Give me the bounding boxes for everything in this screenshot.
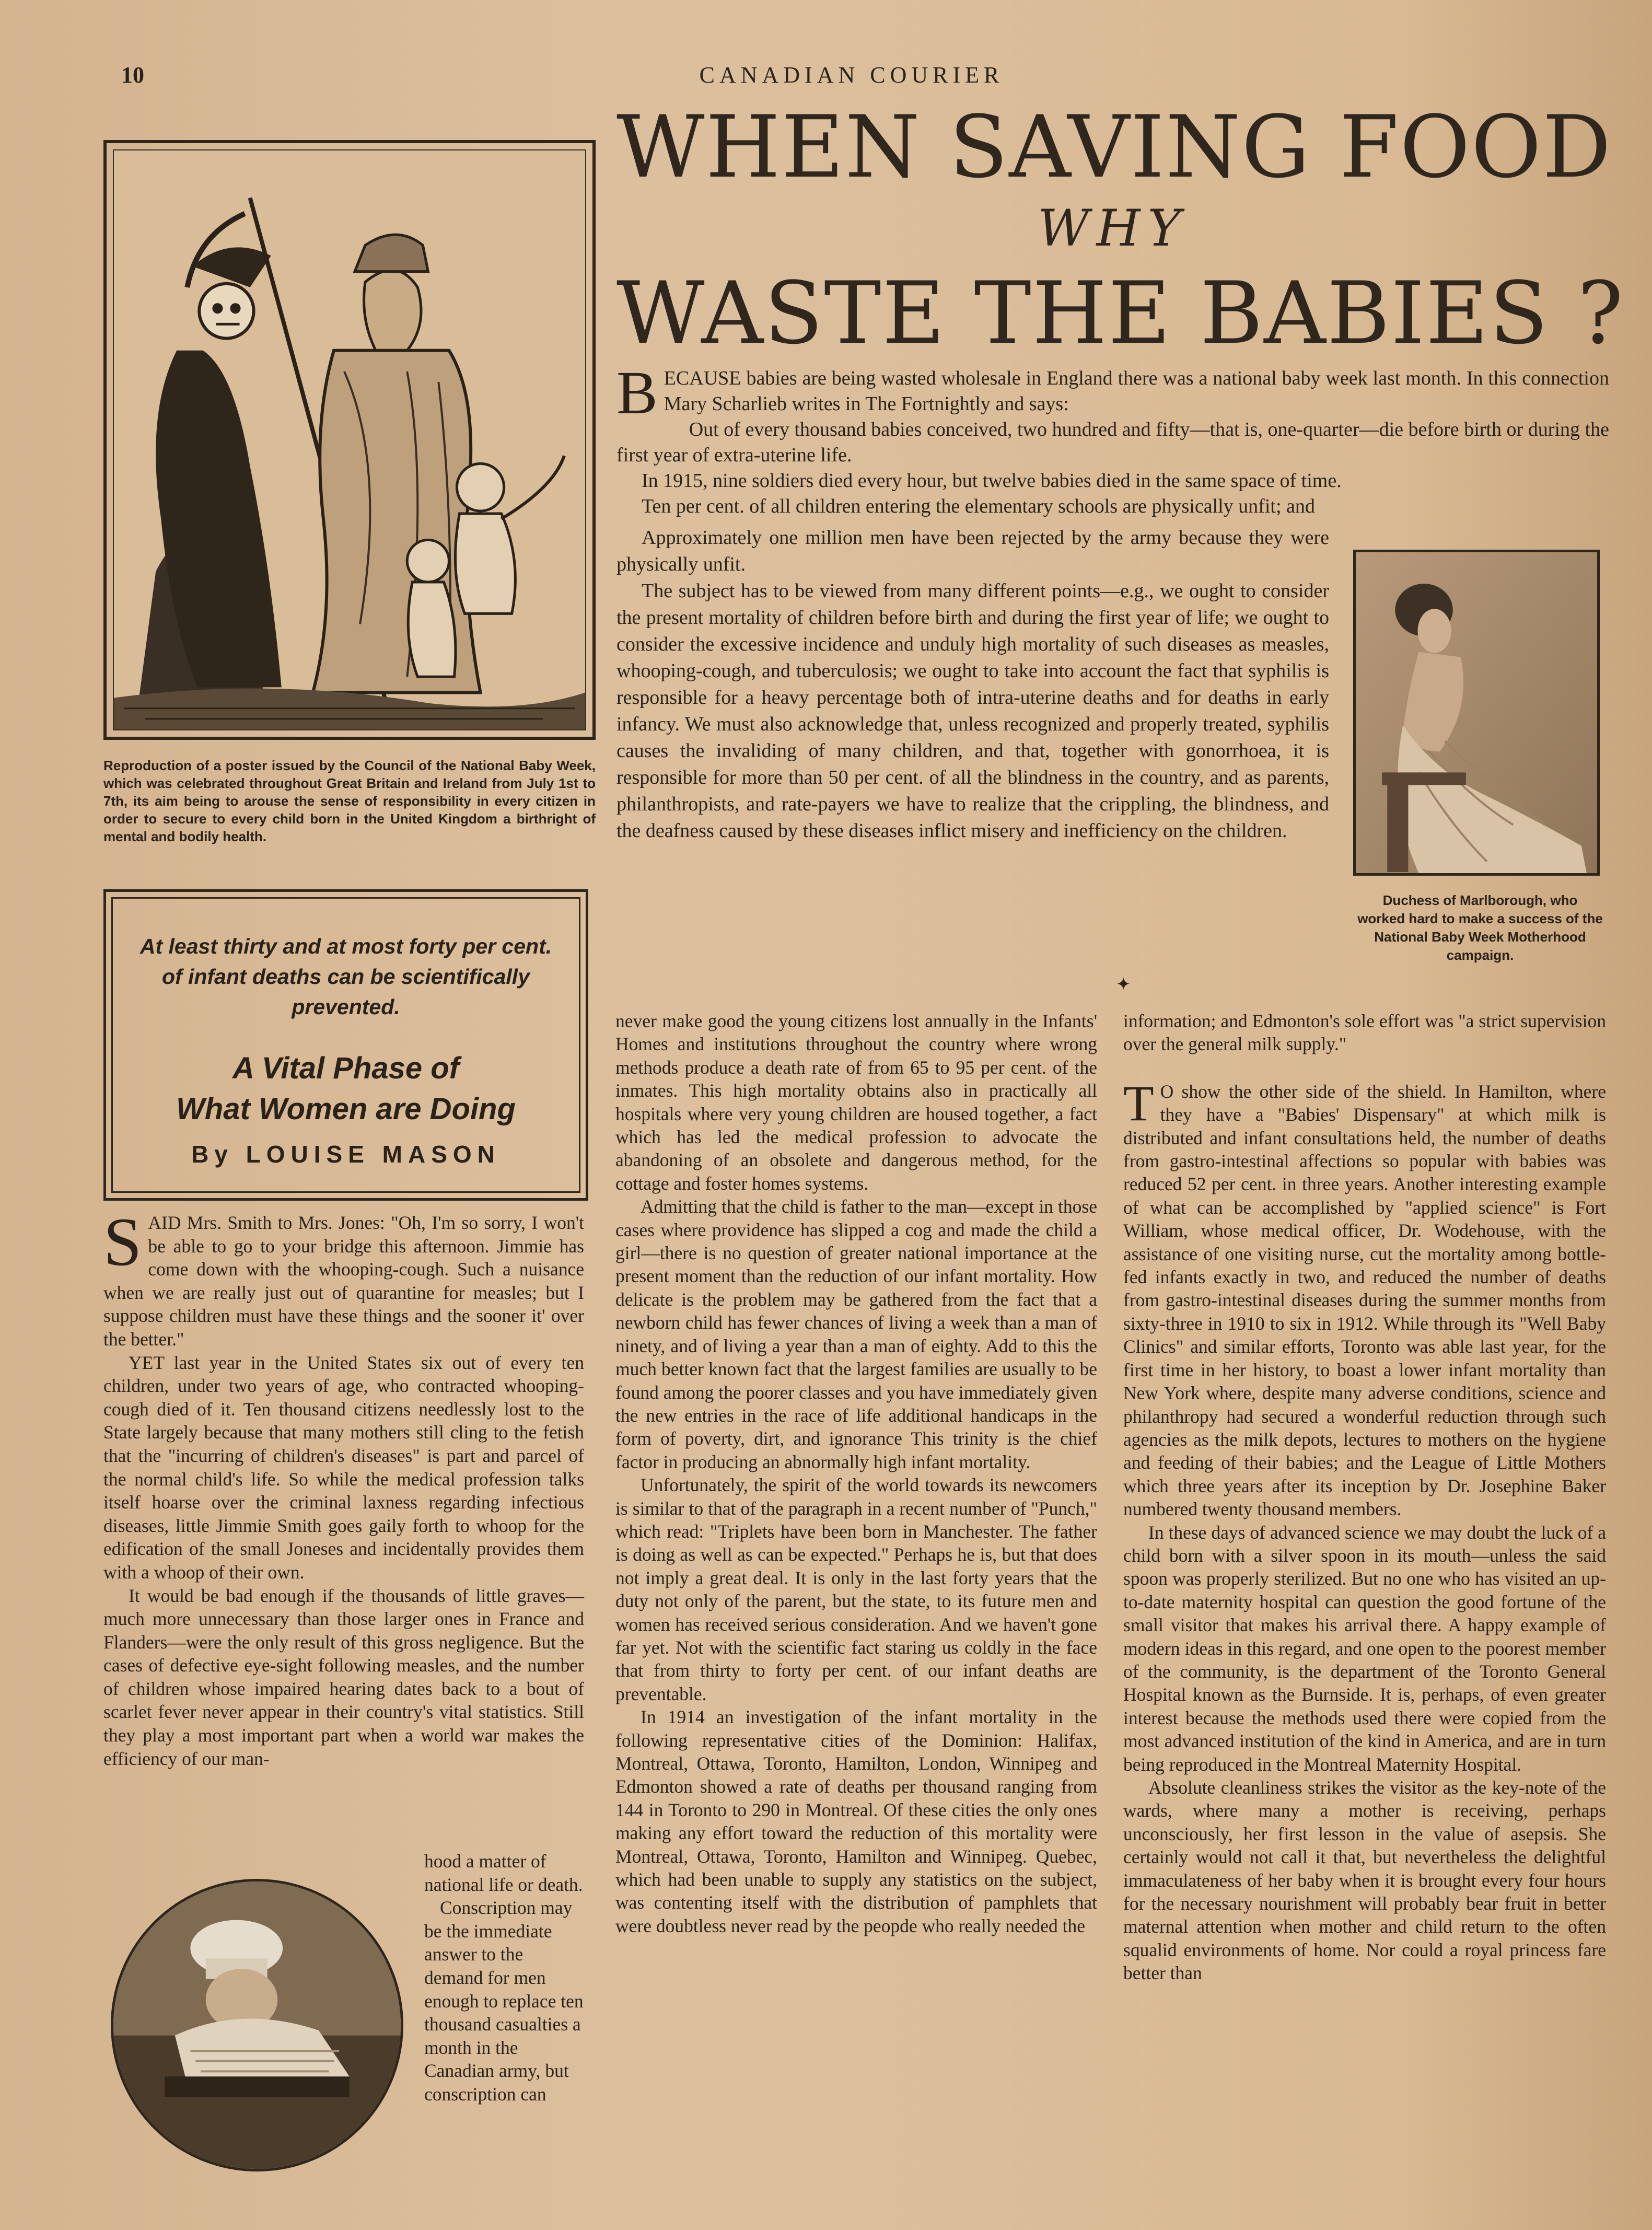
col1-paragraph-3: It would be bad enough if the thousands of little graves—much more unnecessary than those larger ones in France and Flanders—were the only result of this gross negligence. But the cases of defective eye-sight following measles, and the number of children whose impaired hearing dates back to a bout of scarlet fever never appear in their country's vital statistics. Still they play a most important part when a world war makes the efficiency of our man- [103, 1585, 584, 1769]
pull-box [103, 889, 588, 1201]
col3-paragraph-1: information; and Edmonton's sole effort was "a strict supervision over the general milk supply." [1123, 1011, 1606, 1055]
article-title-line2: What Women are Doing [176, 1092, 516, 1126]
column-1-wrap [424, 1850, 584, 2106]
col1-paragraph-2: YET last year in the United States six out of every ten children, under two years of age, who contracted whooping-cough died of it. Ten thousand citizens needlessly lost to the State largely because that many mothers still cling to the fetish that the "incurring of children's diseases" is part and parcel of the normal child's life. So while the medical profession talks itself hoarse over the criminal laxness regarding infectious diseases, little Jimmie Smith goes gaily forth to whoop for the edification of the small Joneses and incidentally provides them with a whoop of their own. [103, 1352, 584, 1583]
page-number: 10 [121, 62, 144, 88]
duchess-caption: Duchess of Marlborough, who worked hard to make a success of the National Baby Week Motherhood campaign. [1357, 892, 1603, 963]
col3-paragraph-3: In these days of advanced science we may doubt the luck of a child born with a silver spoon in its mouth—unless the said spoon was properly sterilized. But no one who has visited an up-to-date maternity hospital can question the good fortune of the small visitor that makes his arrival there. A happy example of modern ideas in this regard, and one open to the poorest member of the community, is the department of the Toronto General Hospital known as the Burnside. It is, perhaps, of even greater interest because the methods used there were copied from the most advanced institution of the kind in America, and are in turn being reproduced in the Montreal Maternity Hospital. [1123, 1521, 1606, 1775]
column-2 [615, 1009, 1097, 1937]
intro-paragraph-4: Ten per cent. of all children entering the elementary schools are physically unfit; and [642, 495, 1315, 517]
col1-dropcap: S [103, 1203, 142, 1280]
byline: By LOUISE MASON [191, 1141, 501, 1168]
intro-block [616, 358, 1609, 519]
duchess-portrait-icon [1356, 552, 1597, 873]
nurse-baby-icon [113, 1881, 401, 2169]
headline-line2: WHY [1038, 199, 1188, 258]
col2-paragraph-4: In 1914 an investigation of the infant mortality in the following representative cities of the Dominion: Halifax, Montreal, Ottawa, Toronto, Hamilton, London, Winnipeg and Edmonton showed a rate of deaths per thousand ranging from 144 in Toronto to 290 in Montreal. Of these cities the only ones making any effort toward the reduction of this mortality were Montreal, Ottawa, Toronto, Hamilton and Winnipeg. Quebec, which had been unable to supply any statistics on the subject, was contenting itself with the distribution of pamphlets that were doubtless never read by the peopde who really needed the [615, 1706, 1097, 1936]
poster-drawing-icon [114, 150, 585, 729]
headline-line3: WASTE THE BABIES ? [616, 263, 1625, 363]
col3-dropcap: T [1123, 1075, 1154, 1131]
intro-paragraph-6: The subject has to be viewed from many different points—e.g., we ought to consider the present mortality of children before birth and during the first year of life; we ought to consider the excessive incidence and unduly high mortality of such diseases as measles, whooping-cough, and tuberculosis; we ought to take into account the fact that syphilis is responsible for a heavy percentage both of intra-uterine deaths and for deaths in early infancy. We must also acknowledge that, unless recognized and properly treated, syphilis causes the invaliding of many children, and that, together with gonorrhoea, it is responsible for more than 50 per cent. of all the blindness in the country, and as parents, philanthropists, and rate-payers we have to realize that the crippling, the blindness, and the deafness caused by these diseases inflict misery and inefficiency on the children. [616, 580, 1329, 842]
pull-quote: At least thirty and at most forty per cent. of infant deaths can be scientifically prevented. [139, 934, 552, 1019]
running-title: CANADIAN COURIER [699, 62, 1004, 88]
poster-illustration [113, 149, 586, 730]
intro-paragraph-3: In 1915, nine soldiers died every hour, but twelve babies died in the same space of time. [642, 470, 1342, 492]
nurse-photo [111, 1879, 403, 2171]
intro-paragraph-1: ECAUSE babies are being wasted wholesale in England there was a national baby week last month. In this connection Mary Scharlieb writes in The Fortnightly and says: [664, 367, 1609, 415]
poster-frame [103, 140, 596, 740]
duchess-photo [1353, 550, 1600, 876]
intro-dropcap: B [616, 358, 658, 427]
column-1 [103, 1203, 584, 1770]
col2-paragraph-3: Unfortunately, the spirit of the world towards its newcomers is similar to that of the paragraph in a recent number of "Punch," which read: "Triplets have been born in Manchester. The father is doing as well as can be expected." Perhaps he is, but that does not imply a great deal. It is only in the last forty years that the duty not only of the parent, but the state, to its future men and women has received serious consideration. And we haven't gone far yet. Not with the scientific fact staring us coldly in the face that from thirty to forty per cent. of our infant deaths are preventable. [615, 1474, 1097, 1704]
column-3 [1123, 1009, 1606, 1985]
col1-paragraph-3-wrap: hood a matter of national life or death. [424, 1851, 583, 1895]
col3-paragraph-4: Absolute cleanliness strikes the visitor as the key-note of the wards, where many a mother is receiving, perhaps unconsciously, her first lesson in the value of asepsis. She certainly would not call it that, but nevertheless the delightful immaculateness of her baby when it is brought every four hours for the necessary nourishment will probably bear fruit in better maternal attention when mother and child return to the often squalid environments of home. Nor could a royal princess fare better than [1123, 1777, 1606, 1984]
intro-paragraph-5: Approximately one million men have been rejected by the army because they were physically unfit. [616, 527, 1329, 575]
col1-paragraph-4: Conscription may be the immediate answer to the demand for men enough to replace ten thousand casualties a month in the Canadian army, but conscription can [424, 1897, 584, 2105]
col2-paragraph-2: Admitting that the child is father to the man—except in those cases where providence has slipped a cog and made the child a girl—there is no question of greater national importance at the present moment than the reduction of our infant mortality. How delicate is the problem may be gathered from the fact that a newborn child has fewer chances of living a week than a man of ninety, and of living a year than a man of eighty. Add to this the much better known fact that the largest families are usually to be found among the poorer classes and you have immediately given the new entries in the race of life additional handicaps in the form of poverty, dirt, and ignorance This trinity is the chief factor in producing an abnormally high infant mortality. [615, 1196, 1097, 1472]
col3-paragraph-2: O show the other side of the shield. In Hamilton, where they have a "Babies' Dispensary" at which milk is distributed and infant consultations held, the number of deaths from gastro-intestinal affections so popular with babies was reduced 52 per cent. in three years. Another interesting example of what can be accomplished by "applied science" is Fort William, whose medical officer, Dr. Wodehouse, with the assistance of one visiting nurse, cut the mortality among bottle-fed infants exactly in two, and reduced the number of deaths from gastro-intestinal diseases during the summer months from sixty-three in 1910 to six in 1912. While through its "Well Baby Clinics" and similar efforts, Toronto was able last year, for the first time in her history, to boast a lower infant mortality than New York where, despite many adverse conditions, science and philanthropy had secured a wonderful reduction through such agencies as the milk depots, lectures to mothers on the hygiene and feeding of their babies; and the League of Little Mothers which three years after its inception by Dr. Josephine Baker numbered twenty thousand members. [1123, 1081, 1606, 1520]
headline-line1: WHEN SAVING FOOD [616, 97, 1612, 197]
col1-paragraph-1: AID Mrs. Smith to Mrs. Jones: "Oh, I'm so sorry, I won't be able to go to your bridge this afternoon. Jimmie has come down with the whooping-cough. Such a nuisance when we are really just out of quarantine for measles; but I suppose children must have these things and the sooner it' over the better." [103, 1212, 584, 1350]
col2-paragraph-1: never make good the young citizens lost annually in the Infants' Homes and institutions throughout the country where wrong methods produce a death rate of from 65 to 95 per cent. of the inmates. This high mortality obtains also in practically all hospitals where very young children are housed together, a fact which has led the medical profession to advocate the abandoning of an obsolete and dangerous method, for the cottage and foster homes systems. [615, 1011, 1097, 1194]
article-title-line1: A Vital Phase of [232, 1051, 460, 1085]
poster-caption: Reproduction of a poster issued by the Council of the National Baby Week, which was celebrated throughout Great Britain and Ireland from July 1st to 7th, its aim being to arouse the sense of responsibility in every citizen in order to secure to every child born in the United Kingdom a birthright of mental and bodily health. [103, 758, 596, 844]
intro-block-narrow [616, 525, 1329, 844]
intro-paragraph-2: Out of every thousand babies conceived, two hundred and fifty—that is, one-quarter—die before birth or during the first year of extra-uterine life. [616, 419, 1609, 466]
ornament-icon: ✦ [1116, 974, 1131, 995]
